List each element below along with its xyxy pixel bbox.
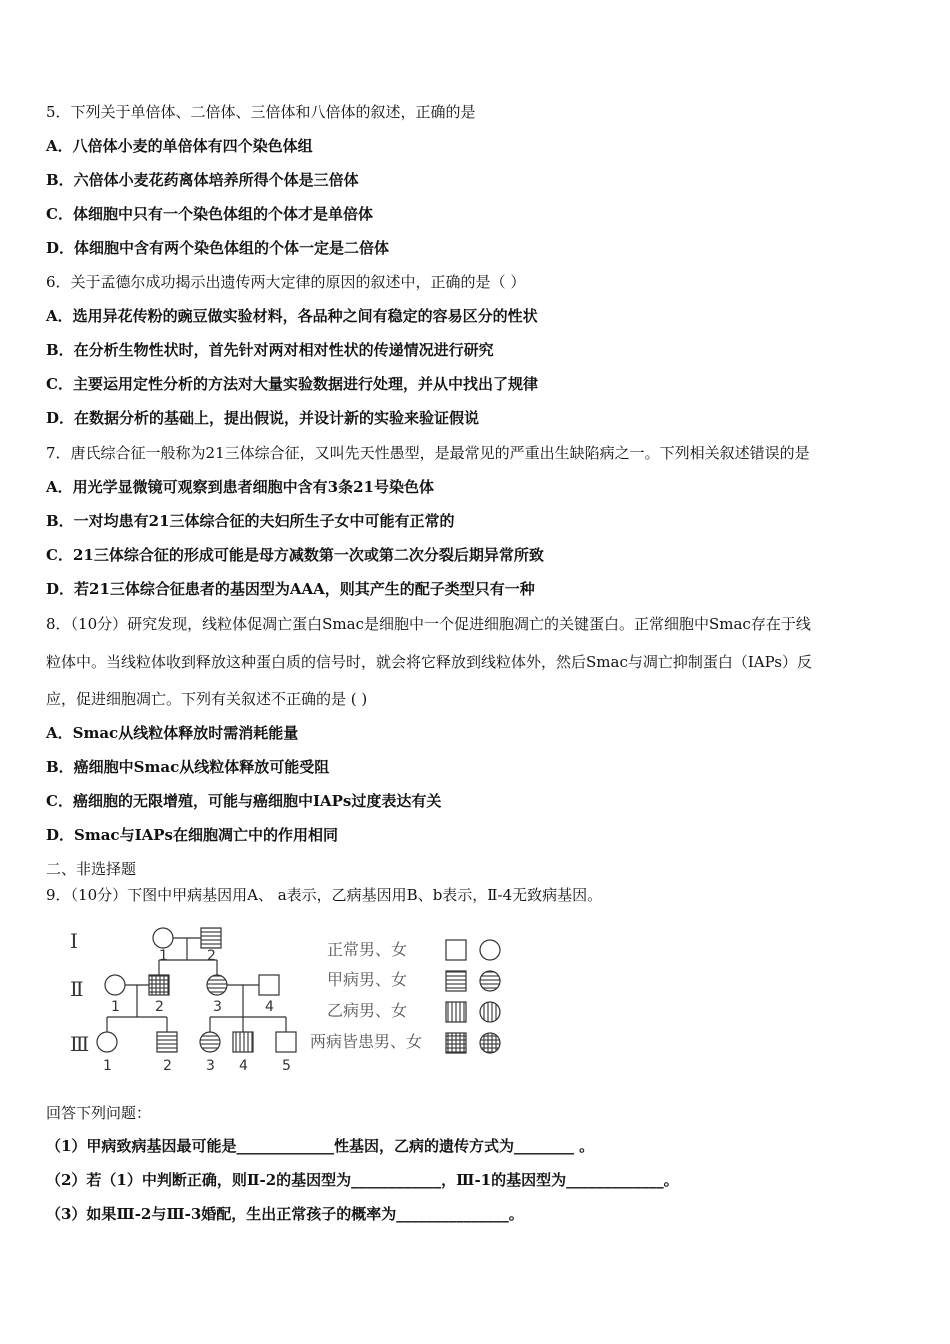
- legend-label-disease-a: 甲病男、女: [327, 970, 408, 989]
- individual-I-1: [153, 928, 173, 948]
- legend-label-disease-b: 乙病男、女: [327, 1001, 408, 1020]
- q9-sub2: （2）若（1）中判断正确，则Ⅱ-2的基因型为____________，Ⅲ-1的基因型为_____________。: [46, 1171, 679, 1189]
- q5-stem: 5．下列关于单倍体、二倍体、三倍体和八倍体的叙述，正确的是: [46, 103, 476, 121]
- q7-option-c: C．21三体综合征的形成可能是母方减数第一次或第二次分裂后期异常所致: [46, 546, 544, 564]
- individual-II-4: [259, 975, 279, 995]
- individual-III-5: [276, 1032, 296, 1052]
- generation-label-2: Ⅱ: [70, 977, 84, 1001]
- number-III-2: 2: [163, 1058, 172, 1074]
- individual-II-3: [207, 975, 227, 995]
- individual-III-2: [157, 1032, 177, 1052]
- q6-option-a: A．选用异花传粉的豌豆做实验材料，各品种之间有稳定的容易区分的性状: [46, 307, 538, 325]
- q8-option-c: C．癌细胞的无限增殖，可能与癌细胞中IAPs过度表达有关: [46, 792, 442, 810]
- pedigree-chart: [62, 922, 512, 1077]
- legend-disease-b-male: [446, 1002, 466, 1022]
- q8-stem-line1: 8．（10分）研究发现，线粒体促凋亡蛋白Smac是细胞中一个促进细胞凋亡的关键蛋白。正常细胞中Smac存在于线: [46, 615, 811, 633]
- q5-option-c: C．体细胞中只有一个染色体组的个体才是单倍体: [46, 205, 373, 223]
- q6-option-b: B．在分析生物性状时，首先针对两对相对性状的传递情况进行研究: [46, 341, 494, 359]
- individual-III-1: [97, 1032, 117, 1052]
- legend-normal-female: [480, 940, 500, 960]
- individual-III-3: [200, 1032, 220, 1052]
- number-III-3: 3: [206, 1058, 215, 1074]
- q6-stem: 6．关于孟德尔成功揭示出遗传两大定律的原因的叙述中，正确的是（ ）: [46, 273, 526, 291]
- legend-disease-a-male: [446, 971, 466, 991]
- number-III-1: 1: [103, 1058, 112, 1074]
- q8-option-a: A．Smac从线粒体释放时需消耗能量: [46, 724, 299, 742]
- q9-stem: 9．（10分）下图中甲病基因用A、 a表示，乙病基因用B、b表示，Ⅱ-4无致病基因。: [46, 886, 603, 904]
- legend-label-both: 两病皆患男、女: [310, 1032, 423, 1051]
- q8-option-d: D．Smac与IAPs在细胞凋亡中的作用相同: [46, 826, 338, 844]
- number-I-1: 1: [159, 948, 168, 964]
- number-III-4: 4: [239, 1058, 248, 1074]
- q9-sub1: （1）甲病致病基因最可能是_____________性基因，乙病的遗传方式为________ 。: [46, 1137, 595, 1155]
- q9-prompt: 回答下列问题：: [46, 1104, 152, 1122]
- number-II-4: 4: [265, 999, 274, 1015]
- individual-III-4: [233, 1032, 253, 1052]
- number-I-2: 2: [207, 948, 216, 964]
- q8-stem-line2: 粒体中。当线粒体收到释放这种蛋白质的信号时，就会将它释放到线粒体外，然后Smac与凋亡抑制蛋白（IAPs）反: [46, 653, 812, 671]
- q7-option-b: B．一对均患有21三体综合征的夫妇所生子女中可能有正常的: [46, 512, 455, 530]
- number-II-3: 3: [213, 999, 222, 1015]
- q5-option-a: A．八倍体小麦的单倍体有四个染色体组: [46, 137, 313, 155]
- q6-option-d: D．在数据分析的基础上，提出假说，并设计新的实验来验证假说: [46, 409, 480, 427]
- generation-label-1: Ⅰ: [70, 929, 78, 953]
- q8-stem-line3: 应，促进细胞凋亡。下列有关叙述不正确的是 ( ): [46, 690, 368, 708]
- q7-option-a: A．用光学显微镜可观察到患者细胞中含有3条21号染色体: [46, 478, 434, 496]
- number-II-2: 2: [155, 999, 164, 1015]
- legend-label-normal: 正常男、女: [327, 940, 408, 959]
- legend-disease-b-female: [480, 1002, 500, 1022]
- q8-option-b: B．癌细胞中Smac从线粒体释放可能受阻: [46, 758, 330, 776]
- q5-option-b: B．六倍体小麦花药离体培养所得个体是三倍体: [46, 171, 359, 189]
- legend-normal-male: [446, 940, 466, 960]
- legend-both-female: [480, 1033, 500, 1053]
- individual-II-2: [149, 975, 169, 995]
- generation-label-3: Ⅲ: [70, 1032, 90, 1056]
- q7-option-d: D．若21三体综合征患者的基因型为AAA，则其产生的配子类型只有一种: [46, 580, 535, 598]
- section-heading: 二、非选择题: [46, 860, 137, 878]
- individual-II-1: [105, 975, 125, 995]
- number-III-5: 5: [282, 1058, 291, 1074]
- legend-disease-a-female: [480, 971, 500, 991]
- q5-option-d: D．体细胞中含有两个染色体组的个体一定是二倍体: [46, 239, 390, 257]
- legend-both-male: [446, 1033, 466, 1053]
- q9-sub3: （3）如果Ⅲ-2与Ⅲ-3婚配，生出正常孩子的概率为_______________。: [46, 1205, 524, 1223]
- q7-stem: 7．唐氏综合征一般称为21三体综合征，又叫先天性愚型，是最常见的严重出生缺陷病之一。下列相关叙述错误的是: [46, 444, 810, 462]
- number-II-1: 1: [111, 999, 120, 1015]
- q6-option-c: C．主要运用定性分析的方法对大量实验数据进行处理，并从中找出了规律: [46, 375, 538, 393]
- individual-I-2: [201, 928, 221, 948]
